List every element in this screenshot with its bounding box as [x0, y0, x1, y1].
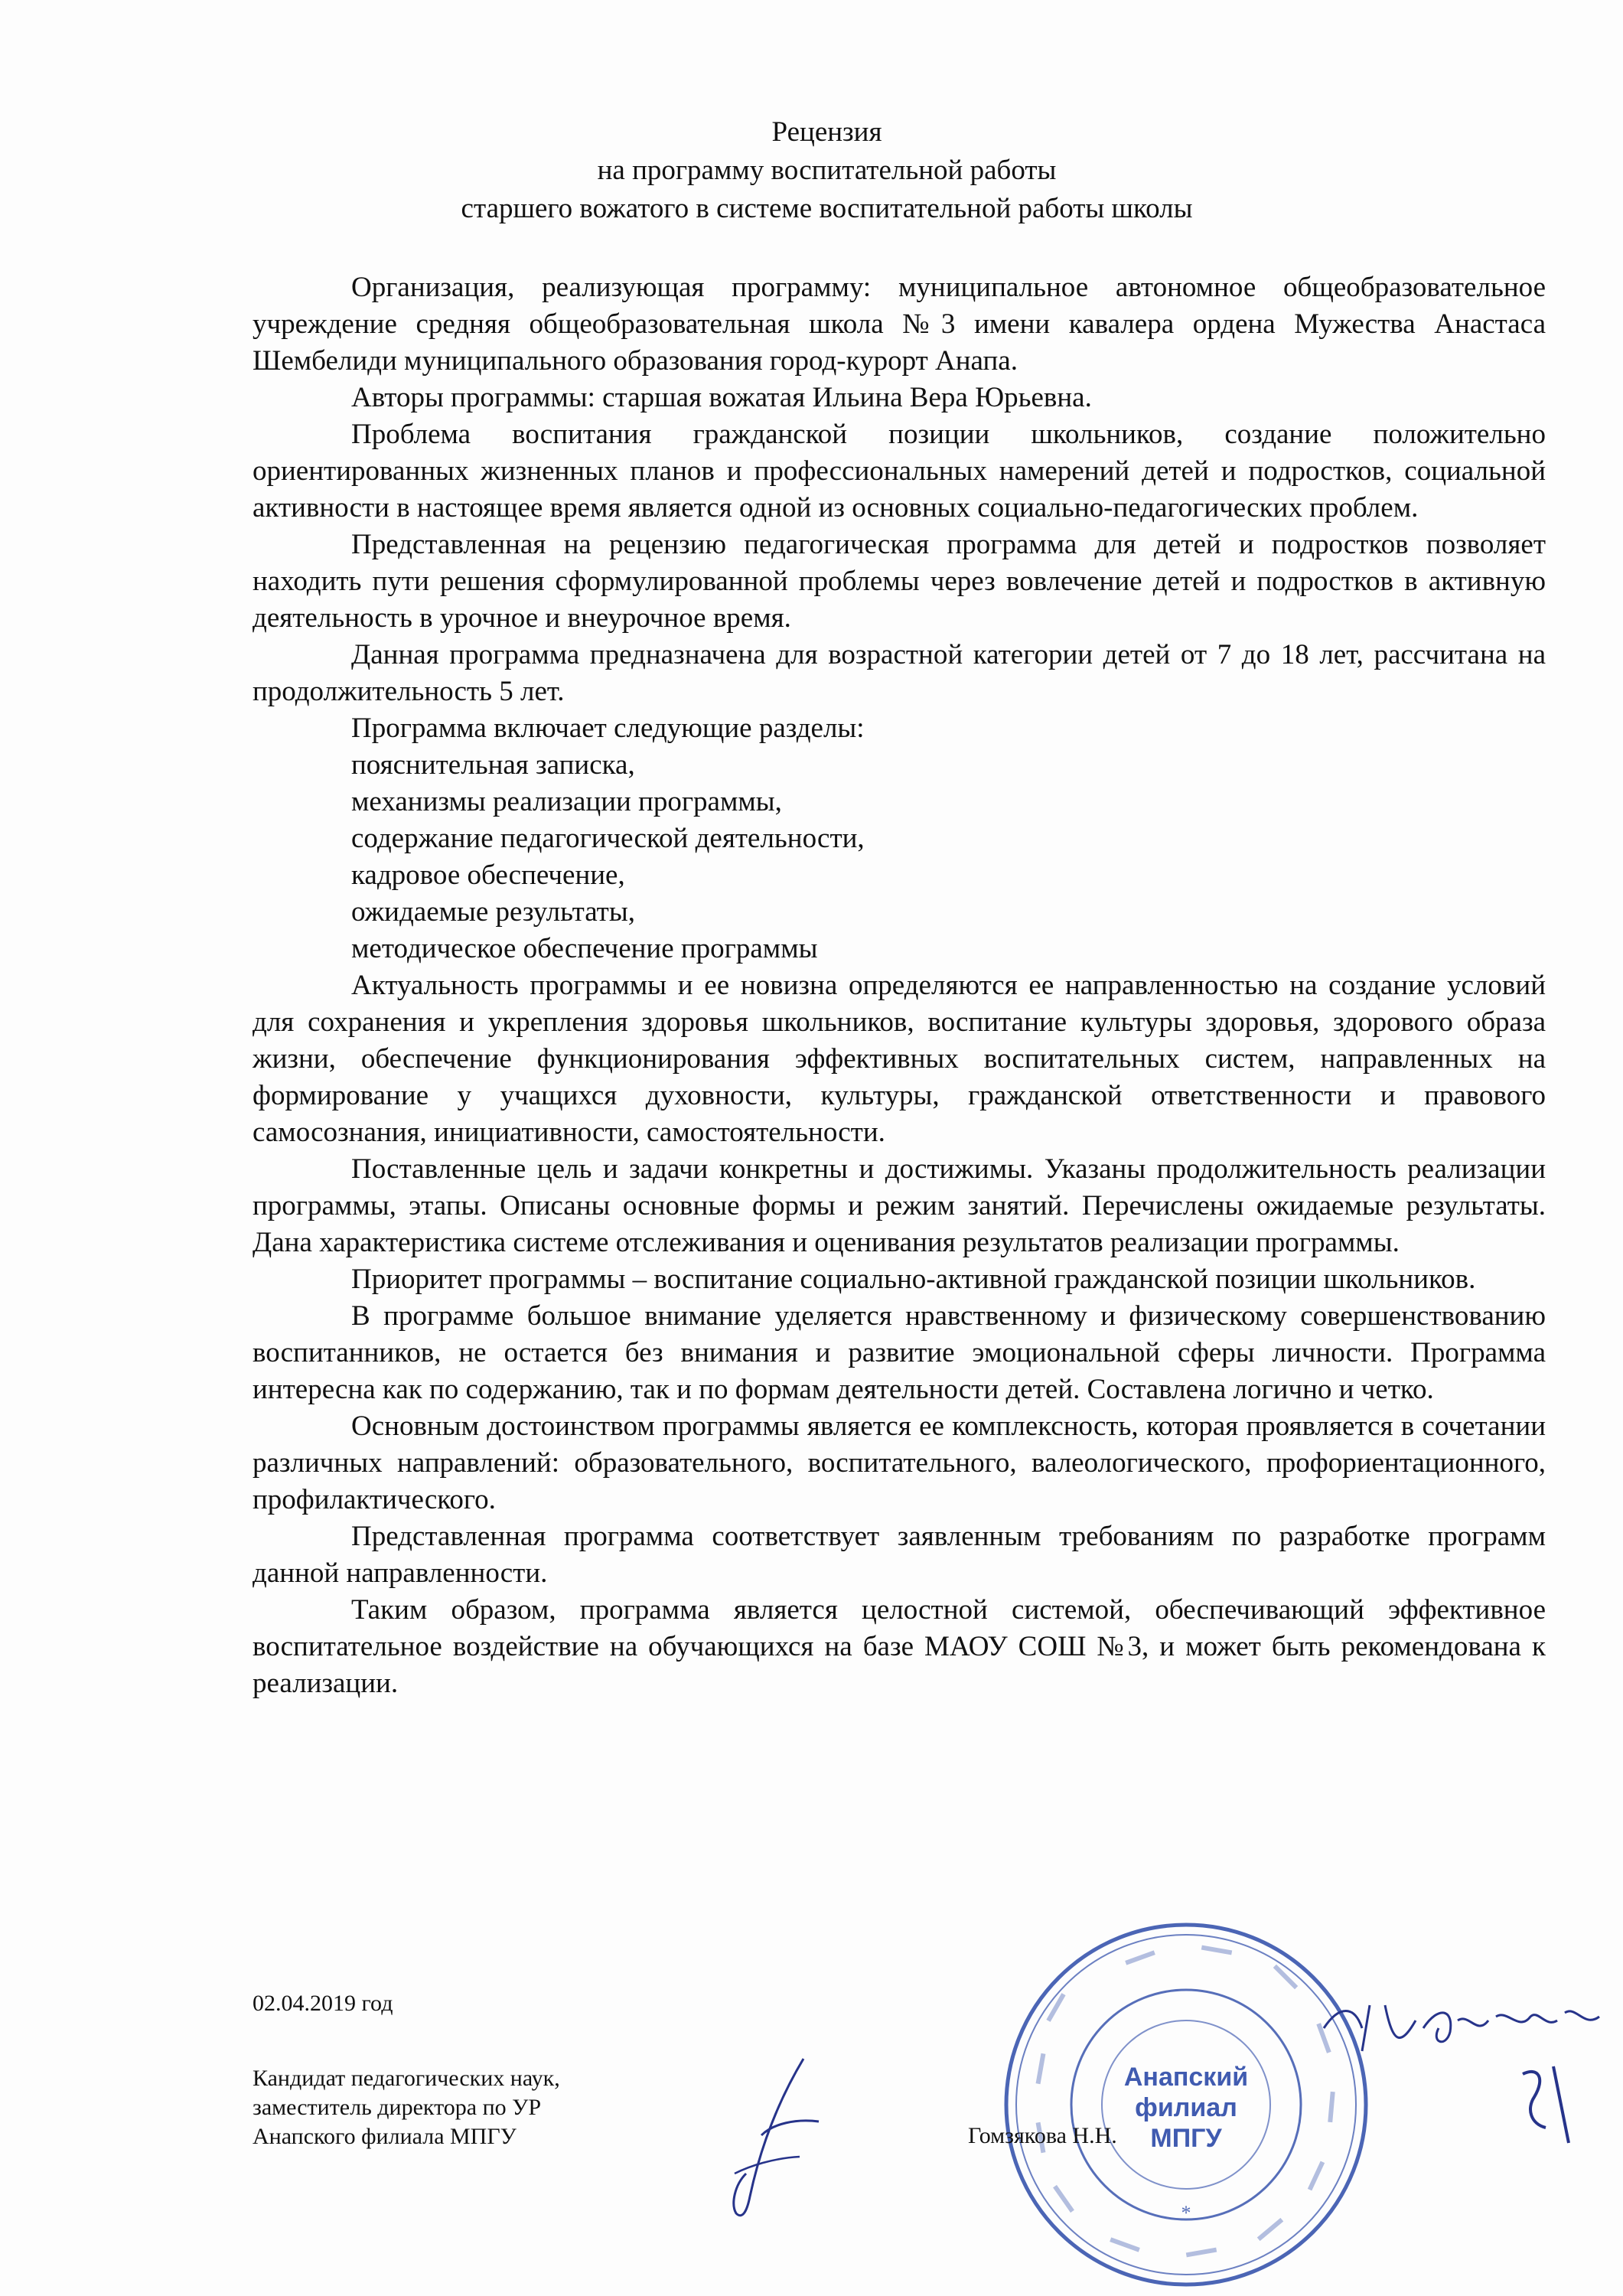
reviewer-role: заместитель директора по УР [253, 2095, 542, 2120]
reviewer-organization: Анапского филиала МПГУ [253, 2124, 517, 2149]
document-date: 02.04.2019 год [253, 1991, 393, 2016]
list-item: методическое обеспечение программы [351, 933, 818, 964]
paragraph-goals: Поставленные цель и задачи конкретны и достижимы. Указаны продолжительность реализации программы, этапы. Описаны основные формы и режим занятий. Перечислены ожидаемые результаты. Дана характеристика системе отслеживания и оценивания результатов реализации программы. [253, 1153, 1546, 1258]
stamp-text-line-1: Анапский [1123, 2063, 1249, 2092]
paragraph-attention: В программе большое внимание уделяется нравственному и физическому совершенствованию воспитанников, не остается без внимания и развитие эмоциональной сферы личности. Программа интересна как по содержанию, так и по формам деятельности детей. Составлена логично и четко. [253, 1300, 1546, 1405]
reviewer-position [253, 2064, 560, 2151]
title-line-3: старшего вожатого в системе воспитательной работы школы [461, 193, 1193, 224]
stamp-text-line-2: филиал [1135, 2093, 1237, 2122]
reviewer-degree: Кандидат педагогических наук, [253, 2066, 560, 2091]
sections-list [253, 747, 1546, 967]
paragraph-compliance: Представленная программа соответствует заявленным требованиям по разработке программ данной направленности. [253, 1521, 1546, 1589]
document-title [0, 113, 1623, 228]
list-item: содержание педагогической деятельности, [351, 823, 865, 854]
paragraph-advantage: Основным достоинством программы является ее комплексность, которая проявляется в сочетании различных направлений: образовательного, воспитательного, валеологического, профориентационного, профилактического. [253, 1411, 1546, 1515]
svg-text:*: * [1181, 2202, 1191, 2224]
paragraph-priority: Приоритет программы – воспитание социально-активной гражданской позиции школьников. [351, 1264, 1476, 1295]
title-line-2: на программу воспитательной работы [597, 155, 1057, 186]
list-item: кадровое обеспечение, [351, 859, 625, 891]
reviewer-signature [689, 2051, 865, 2227]
reviewer-name: Гомзякова Н.Н. [968, 2123, 1117, 2148]
handwritten-note [1316, 1975, 1607, 2151]
list-item: механизмы реализации программы, [351, 786, 782, 817]
paragraph-age: Данная программа предназначена для возрастной категории детей от 7 до 18 лет, рассчитана на продолжительность 5 лет. [253, 639, 1546, 707]
list-item: пояснительная записка, [351, 749, 635, 781]
document-body [253, 269, 1546, 1702]
paragraph-relevance: Актуальность программы и ее новизна определяются ее направленностью на создание условий для сохранения и укрепления здоровья школьников, воспитание культуры здоровья, здорового образа жизни, обеспечение функционирования эффективных воспитательных систем, направленных на формирование у учащихся духовности, культуры, гражданской ответственности и правового самосознания, инициативности, самостоятельности. [253, 970, 1546, 1148]
paragraph-presented: Представленная на рецензию педагогическая программа для детей и подростков позволяет находить пути решения сформулированной проблемы через вовлечение детей и подростков в активную деятельность в урочное и внеурочное время. [253, 529, 1546, 634]
list-item: ожидаемые результаты, [351, 896, 635, 928]
paragraph-conclusion: Таким образом, программа является целостной системой, обеспечивающий эффективное воспитательное воздействие на обучающихся на базе МАОУ СОШ №3, и может быть рекомендована к реализации. [253, 1594, 1546, 1699]
stamp-text-line-3: МПГУ [1150, 2124, 1222, 2153]
paragraph-problem: Проблема воспитания гражданской позиции школьников, создание положительно ориентированных жизненных планов и профессиональных намерений детей и подростков, социальной активности в настоящее время является одной из основных социально-педагогических проблем. [253, 419, 1546, 523]
title-line-1: Рецензия [771, 116, 882, 148]
paragraph-organization: Организация, реализующая программу: муниципальное автономное общеобразовательное учреждение средняя общеобразовательная школа №3 имени кавалера ордена Мужества Анастаса Шембелиди муниципального образования город-курорт Анапа. [253, 272, 1546, 377]
paragraph-authors: Авторы программы: старшая вожатая Ильина Вера Юрьевна. [351, 382, 1092, 413]
paragraph-sections-intro: Программа включает следующие разделы: [351, 713, 865, 744]
